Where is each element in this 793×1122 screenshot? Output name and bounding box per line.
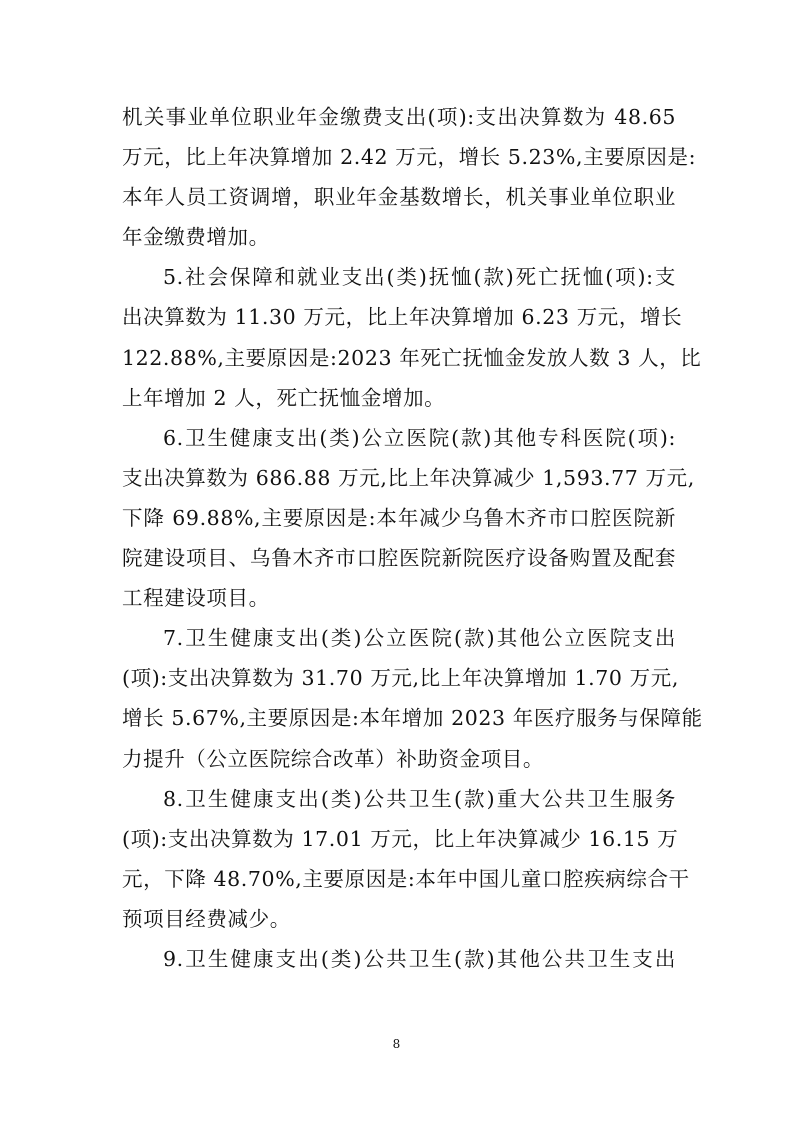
document-body (122, 97, 703, 979)
paragraph-item-5-death-compensation (122, 257, 702, 417)
text-line: 预项目经费减少。 (122, 906, 291, 931)
text-line: 机关事业单位职业年金缴费支出(项):支出决算数为 48.65 (122, 105, 676, 129)
text-line: 元，下降 48.70%,主要原因是:本年中国儿童口腔疾病综合干 (122, 866, 690, 891)
paragraph-item-6-specialty-hospital (122, 418, 695, 618)
text-line: 9.卫生健康支出(类)公共卫生(款)其他公共卫生支出 (163, 946, 676, 971)
text-line: 万元，比上年决算增加 2.42 万元，增长 5.23%,主要原因是: (122, 145, 697, 170)
text-line: 院建设项目、乌鲁木齐市口腔医院新院医疗设备购置及配套 (122, 546, 676, 571)
paragraph-item-9-other-public-health (122, 939, 676, 979)
paragraph-item-7-other-public-hospital (122, 618, 703, 778)
text-line: 6.卫生健康支出(类)公立医院(款)其他专科医院(项): (163, 425, 676, 450)
text-line: 122.88%,主要原因是:2023 年死亡抚恤金发放人数 3 人，比 (122, 345, 702, 370)
text-line: (项):支出决算数为 17.01 万元，比上年决算减少 16.15 万 (122, 826, 679, 851)
text-line: 8.卫生健康支出(类)公共卫生(款)重大公共卫生服务 (163, 786, 676, 811)
text-line: 出决算数为 11.30 万元，比上年决算增加 6.23 万元，增长 (122, 305, 683, 330)
text-line: (项):支出决算数为 31.70 万元,比上年决算增加 1.70 万元, (122, 666, 679, 691)
text-line: 力提升（公立医院综合改革）补助资金项目。 (122, 746, 544, 771)
text-line: 支出决算数为 686.88 万元,比上年决算减少 1,593.77 万元, (122, 465, 695, 490)
paragraph-pension-contribution (122, 97, 697, 257)
text-line: 增长 5.67%,主要原因是:本年增加 2023 年医疗服务与保障能 (122, 706, 703, 731)
text-line: 下降 69.88%,主要原因是:本年减少乌鲁木齐市口腔医院新 (122, 505, 676, 530)
text-line: 5.社会保障和就业支出(类)抚恤(款)死亡抚恤(项):支 (163, 265, 676, 290)
text-line: 工程建设项目。 (122, 586, 270, 611)
paragraph-item-8-major-public-health (122, 779, 690, 939)
text-line: 上年增加 2 人，死亡抚恤金增加。 (122, 385, 446, 410)
text-line: 7.卫生健康支出(类)公立医院(款)其他公立医院支出 (163, 626, 676, 651)
text-line: 年金缴费增加。 (122, 225, 270, 250)
text-line: 本年人员工资调增，职业年金基数增长，机关事业单位职业 (122, 185, 676, 210)
page-number: 8 (392, 1037, 401, 1051)
